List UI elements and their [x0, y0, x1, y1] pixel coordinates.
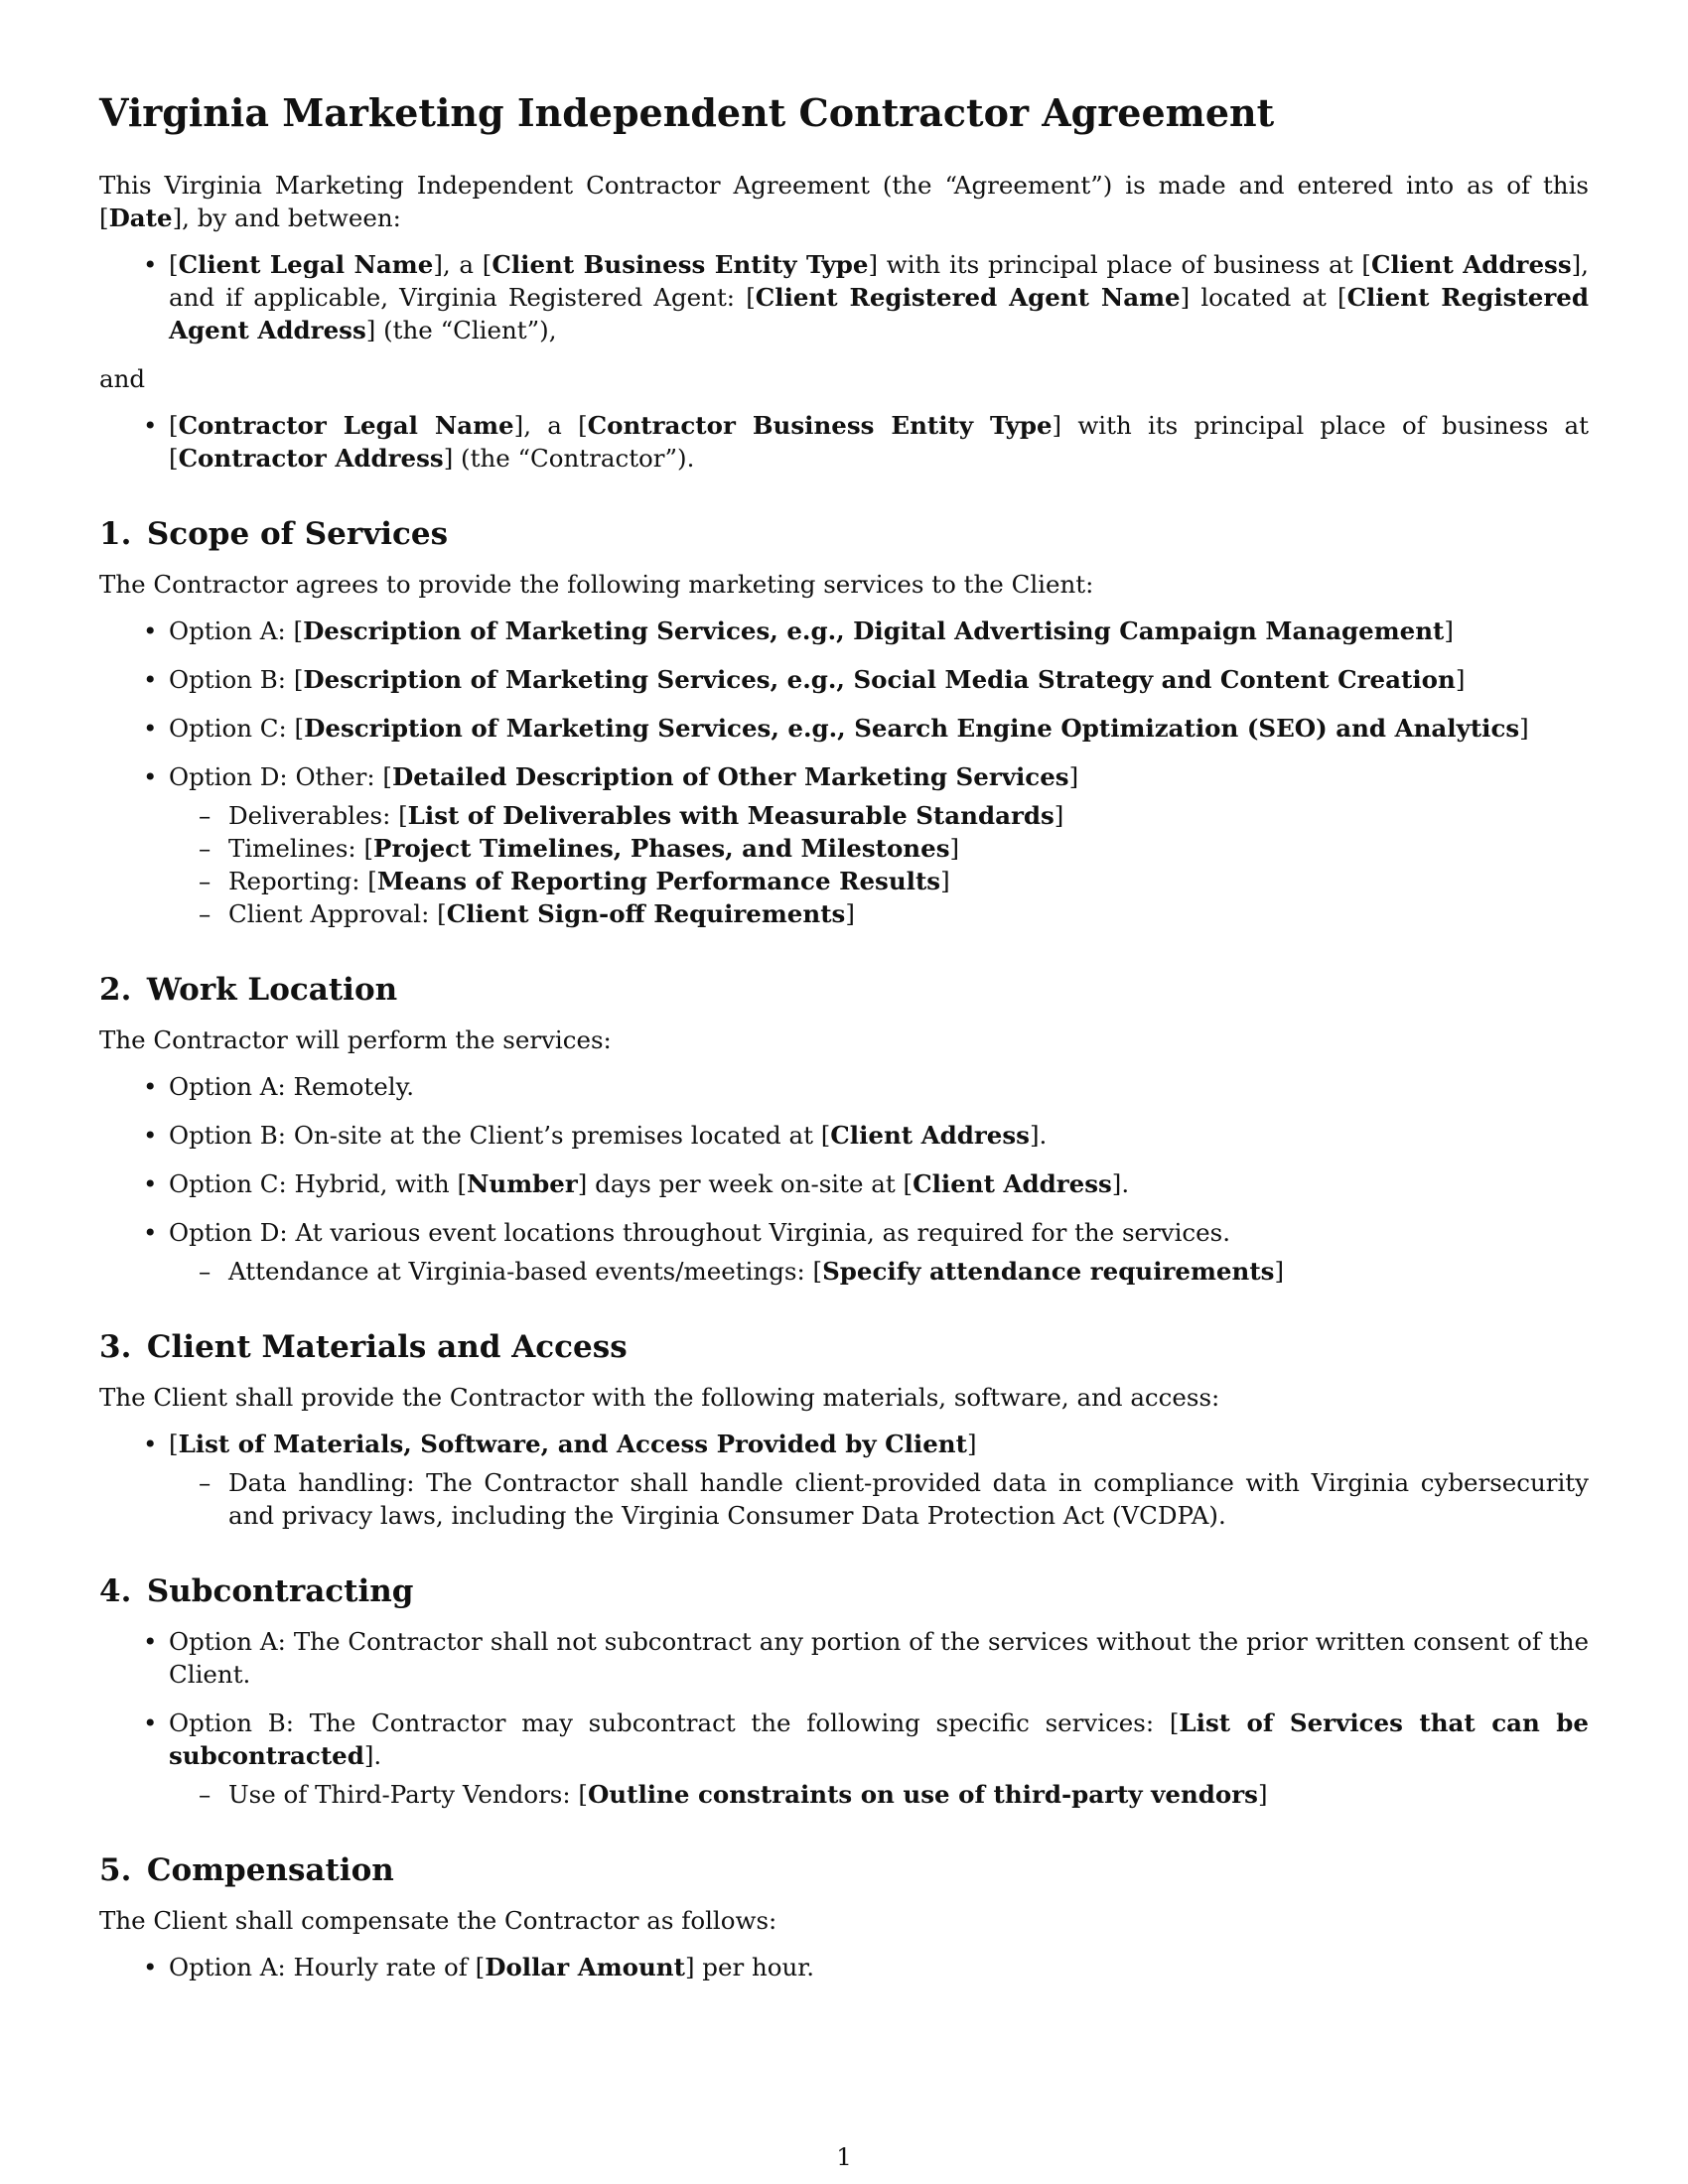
section-heading-work-location: 2. Work Location — [99, 972, 398, 1008]
contractor-party-item: • [Contractor Legal Name], a [Contractor Business Entity Type] with its principal place of business at [Contractor Address] (the “Contractor”). — [169, 409, 1589, 475]
client-materials-sublist — [169, 1466, 1589, 1532]
client-materials-list — [99, 1428, 1589, 1532]
client-party-list — [99, 248, 1589, 346]
document-body — [99, 87, 1589, 1999]
sub-item-client-approval: – Client Approval: [Client Sign-off Requirements] — [228, 897, 1589, 930]
client-legal-name-placeholder: Client Legal Name — [178, 250, 434, 279]
client-address-placeholder: Client Address — [1370, 250, 1572, 279]
section-heading-client-materials: 3. Client Materials and Access — [99, 1329, 628, 1365]
sub-item-timelines: – Timelines: [Project Timelines, Phases, and Milestones] — [228, 832, 1589, 865]
section-intro-scope: The Contractor agrees to provide the following marketing services to the Client: — [99, 570, 1094, 599]
scope-option-c: • Option C: [Description of Marketing Services, e.g., Search Engine Optimization (SEO) and Analytics] — [169, 712, 1589, 745]
scope-options-list — [99, 614, 1589, 930]
scope-option-d: • Option D: Other: [Detailed Description of Other Marketing Services] – Deliverables: [List of Deliverables with Measurable Standards] – Timelines: [Project Timelines, Phases, and Milestones] – Reporting: [Means of Reporting Performance Results] – Client Approval: [Client Sign-off Requirements] — [169, 760, 1589, 930]
work-location-option-d-sublist — [169, 1255, 1589, 1288]
subcontracting-option-b: • Option B: The Contractor may subcontract the following specific services: [List of Services that can be subcontracted]. – Use of Third-Party Vendors: [Outline constraints on use of third-party vendors] — [169, 1706, 1589, 1811]
work-location-option-b: • Option B: On-site at the Client’s premises located at [Client Address]. — [169, 1119, 1589, 1152]
scope-option-b: • Option B: [Description of Marketing Services, e.g., Social Media Strategy and Content Creation] — [169, 663, 1589, 696]
work-location-options-list — [99, 1070, 1589, 1288]
section-heading-compensation: 5. Compensation — [99, 1852, 394, 1888]
section-intro-compensation: The Client shall compensate the Contractor as follows: — [99, 1906, 777, 1935]
scope-option-a: • Option A: [Description of Marketing Services, e.g., Digital Advertising Campaign Management] — [169, 614, 1589, 647]
section-heading-scope: 1. Scope of Services — [99, 516, 449, 552]
section-heading-subcontracting: 4. Subcontracting — [99, 1573, 414, 1609]
sub-item-attendance: – Attendance at Virginia-based events/meetings: [Specify attendance requirements] — [228, 1255, 1589, 1288]
contractor-party-list — [99, 409, 1589, 475]
and-connector: and — [99, 364, 146, 393]
client-materials-item: • [List of Materials, Software, and Access Provided by Client] – Data handling: The Contractor shall handle client-provided data in compliance with Virginia cybersecurity and privacy laws, including the Virginia Consumer Data Protection Act (VCDPA). — [169, 1428, 1589, 1532]
client-agent-name-placeholder: Client Registered Agent Name — [755, 283, 1181, 312]
date-placeholder: Date — [108, 204, 173, 232]
sub-item-data-handling: – Data handling: The Contractor shall handle client-provided data in compliance with Virginia cybersecurity and privacy laws, including the Virginia Consumer Data Protection Act (VCDPA). — [228, 1466, 1589, 1532]
section-intro-work-location: The Contractor will perform the services: — [99, 1025, 612, 1054]
sub-item-reporting: – Reporting: [Means of Reporting Performance Results] — [228, 865, 1589, 897]
client-agent-address-placeholder: Client Registered Agent Address — [169, 283, 1589, 344]
compensation-option-a: • Option A: Hourly rate of [Dollar Amount] per hour. — [169, 1951, 1589, 1983]
section-intro-client-materials: The Client shall provide the Contractor with the following materials, software, and access: — [99, 1383, 1220, 1412]
scope-option-d-sublist — [169, 799, 1589, 930]
intro-paragraph: This Virginia Marketing Independent Contractor Agreement (the “Agreement”) is made and entered into as of this [Date], by and between: — [99, 171, 1589, 232]
work-location-option-d: • Option D: At various event locations throughout Virginia, as required for the services. – Attendance at Virginia-based events/meetings: [Specify attendance requirements] — [169, 1216, 1589, 1288]
subcontracting-option-b-sublist — [169, 1778, 1589, 1811]
document-title: Virginia Marketing Independent Contractor Agreement — [99, 90, 1275, 135]
subcontracting-options-list — [99, 1625, 1589, 1811]
contractor-address-placeholder: Contractor Address — [178, 444, 444, 473]
compensation-options-list — [99, 1951, 1589, 1983]
client-party-item: • [Client Legal Name], a [Client Business Entity Type] with its principal place of business at [Client Address], and if applicable, Virginia Registered Agent: [Client Registered Agent Name] located at [Client Registered Agent Address] (the “Client”), — [169, 248, 1589, 346]
page-number: 1 — [836, 2142, 852, 2171]
subcontracting-option-a: • Option A: The Contractor shall not subcontract any portion of the services without the prior written consent of the Client. — [169, 1625, 1589, 1691]
contractor-entity-type-placeholder: Contractor Business Entity Type — [587, 411, 1053, 440]
sub-item-third-party-vendors: – Use of Third-Party Vendors: [Outline constraints on use of third-party vendors] — [228, 1778, 1589, 1811]
work-location-option-a: • Option A: Remotely. — [169, 1070, 1589, 1103]
work-location-option-c: • Option C: Hybrid, with [Number] days per week on-site at [Client Address]. — [169, 1167, 1589, 1200]
contractor-legal-name-placeholder: Contractor Legal Name — [178, 411, 514, 440]
client-entity-type-placeholder: Client Business Entity Type — [492, 250, 869, 279]
sub-item-deliverables: – Deliverables: [List of Deliverables with Measurable Standards] — [228, 799, 1589, 832]
